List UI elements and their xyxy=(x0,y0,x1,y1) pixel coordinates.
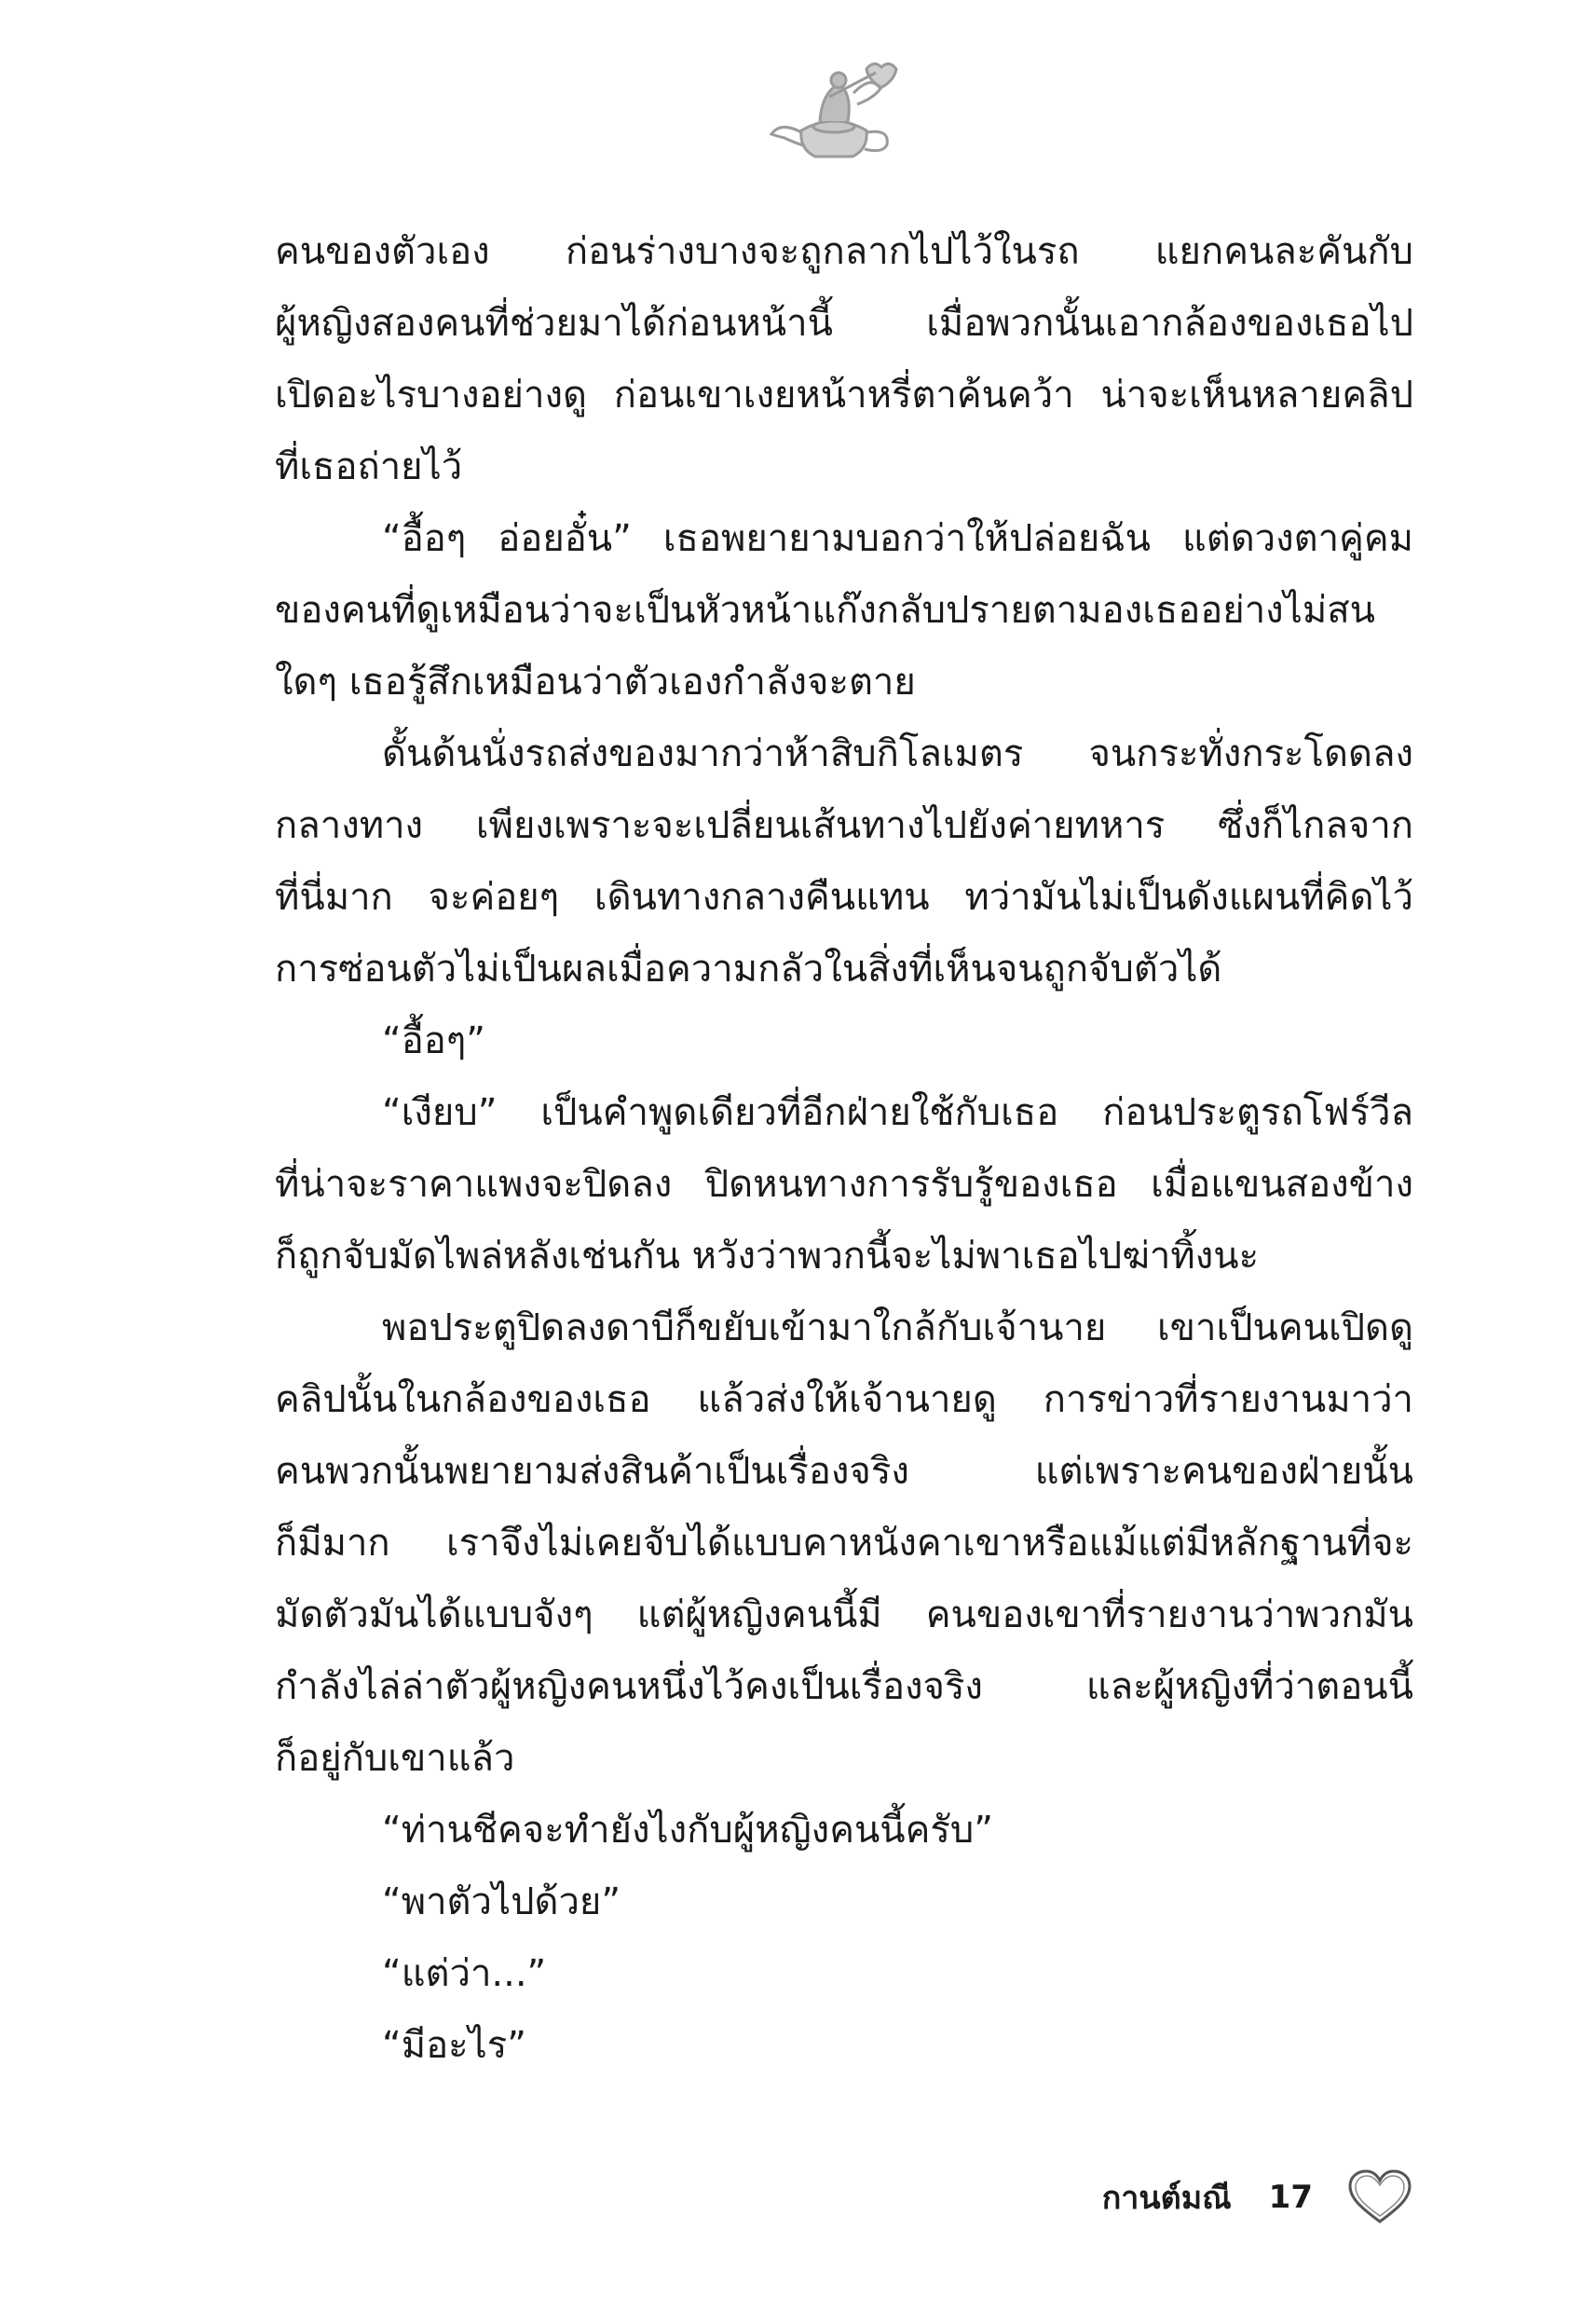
story-body xyxy=(275,216,1413,2082)
text-line: การซ่อนตัวไม่เป็นผลเมื่อความกลัวในสิ่งที่เห็นจนถูกจับตัวได้ xyxy=(275,948,1222,991)
text-line: ก็อยู่กับเขาแล้ว xyxy=(275,1737,515,1780)
text-line: คนของตัวเอง ก่อนร่างบางจะถูกลากไปไว้ในรถ แยกคนละคันกับ xyxy=(275,230,1413,273)
text-line: ที่เธอถ่ายไว้ xyxy=(275,445,463,488)
text-line: ดั้นด้นนั่งรถส่งของมากว่าห้าสิบกิโลเมตร จนกระทั่งกระโดดลง xyxy=(382,732,1413,775)
text-line: คนพวกนั้นพยายามส่งสินค้าเป็นเรื่องจริง แต่เพราะคนของฝ่ายนั้น xyxy=(275,1450,1413,1493)
heart-outline-icon xyxy=(1346,2167,1413,2227)
text-line: “เงียบ” เป็นคำพูดเดียวที่อีกฝ่ายใช้กับเธอ ก่อนประตูรถโฟร์วีล xyxy=(382,1091,1413,1134)
page-number: 17 xyxy=(1268,2179,1313,2216)
text-line: “อื้อๆ” xyxy=(382,1019,485,1062)
teapot-cupid-ornament-icon xyxy=(764,56,904,168)
text-line: คลิปนั้นในกล้องของเธอ แล้วส่งให้เจ้านายดู การข่าวที่รายงานมาว่า xyxy=(275,1378,1413,1421)
text-line: “พาตัวไปด้วย” xyxy=(382,1880,621,1923)
text-line: “ท่านชีคจะทำยังไงกับผู้หญิงคนนี้ครับ” xyxy=(382,1809,993,1852)
text-line: พอประตูปิดลงดาบีก็ขยับเข้ามาใกล้กับเจ้านาย เขาเป็นคนเปิดดู xyxy=(382,1306,1413,1349)
text-line: ของคนที่ดูเหมือนว่าจะเป็นหัวหน้าแก๊งกลับปรายตามองเธออย่างไม่สน xyxy=(275,589,1375,632)
text-line: ผู้หญิงสองคนที่ช่วยมาได้ก่อนหน้านี้ เมื่อพวกนั้นเอากล้องของเธอไป xyxy=(275,302,1413,345)
text-line: ก็มีมาก เราจึงไม่เคยจับได้แบบคาหนังคาเขาหรือแม้แต่มีหลักฐานที่จะ xyxy=(275,1522,1413,1565)
text-line: ใดๆ เธอรู้สึกเหมือนว่าตัวเองกำลังจะตาย xyxy=(275,661,916,704)
text-line: “มีอะไร” xyxy=(382,2024,526,2067)
text-line: เปิดอะไรบางอย่างดู ก่อนเขาเงยหน้าหรี่ตาค้นคว้า น่าจะเห็นหลายคลิป xyxy=(275,374,1413,417)
text-line: “อื้อๆ อ่อยอั๋น” เธอพยายามบอกว่าให้ปล่อยฉัน แต่ดวงตาคู่คม xyxy=(382,517,1413,560)
text-line: ที่น่าจะราคาแพงจะปิดลง ปิดหนทางการรับรู้ของเธอ เมื่อแขนสองข้าง xyxy=(275,1163,1413,1206)
text-line: กลางทาง เพียงเพราะจะเปลี่ยนเส้นทางไปยังค่ายทหาร ซึ่งก็ไกลจาก xyxy=(275,804,1413,847)
text-line: กำลังไล่ล่าตัวผู้หญิงคนหนึ่งไว้คงเป็นเรื่องจริง และผู้หญิงที่ว่าตอนนี้ xyxy=(275,1665,1413,1708)
page-footer xyxy=(1102,2160,1413,2235)
text-line: มัดตัวมันได้แบบจังๆ แต่ผู้หญิงคนนี้มี คนของเขาที่รายงานว่าพวกมัน xyxy=(275,1593,1413,1636)
text-line: ก็ถูกจับมัดไพล่หลังเช่นกัน หวังว่าพวกนี้จะไม่พาเธอไปฆ่าทิ้งนะ xyxy=(275,1235,1260,1278)
text-line: “แต่ว่า...” xyxy=(382,1952,547,1995)
author-name: กานต์มณี xyxy=(1101,2180,1232,2217)
text-line: ที่นี่มาก จะค่อยๆ เดินทางกลางคืนแทน ทว่ามันไม่เป็นดังแผนที่คิดไว้ xyxy=(275,876,1413,919)
